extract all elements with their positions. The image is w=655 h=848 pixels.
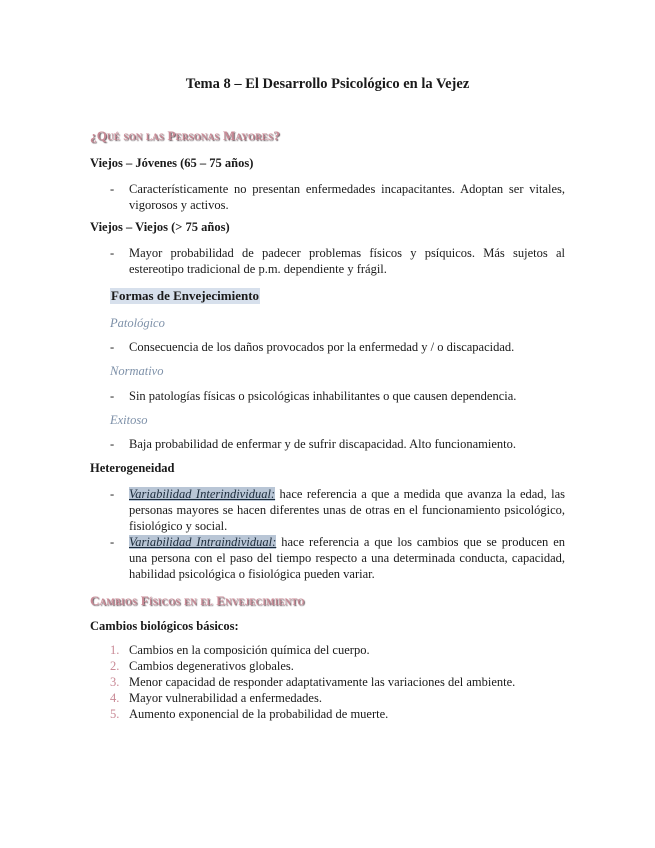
item-number: 2.: [110, 659, 120, 673]
group-label-viejos-viejos: Viejos – Viejos (> 75 años): [90, 220, 230, 234]
list-item: [110, 388, 565, 404]
highlighted-term: Variabilidad Intraindividual:: [129, 535, 277, 549]
list-item: [110, 245, 565, 277]
item-text: Cambios degenerativos globales.: [129, 659, 294, 673]
item-text: Menor capacidad de responder adaptativamente las variaciones del ambiente.: [129, 675, 516, 689]
item-number: 5.: [110, 707, 120, 721]
subheading-cambios-biologicos: Cambios biológicos básicos:: [90, 619, 239, 633]
item-text: Consecuencia de los daños provocados por la enfermedad y / o discapacidad.: [129, 340, 515, 354]
label-exitoso: Exitoso: [110, 413, 148, 427]
numbered-item: [110, 690, 570, 706]
list-item: [110, 181, 565, 213]
group-label-viejos-jovenes: Viejos – Jóvenes (65 – 75 años): [90, 156, 254, 170]
item-text: Mayor vulnerabilidad a enfermedades.: [129, 691, 322, 705]
list-item: [110, 436, 565, 452]
item-text: [129, 534, 565, 582]
highlighted-term: Variabilidad Interindividual:: [129, 487, 276, 501]
numbered-item: [110, 658, 570, 674]
item-text: Baja probabilidad de enfermar y de sufrir discapacidad. Alto funcionamiento.: [129, 437, 517, 451]
dash-bullet: -: [110, 182, 115, 196]
label-patologico: Patológico: [110, 316, 165, 330]
term-description: hace referencia a que los cambios que se producen en una persona con el paso del tiempo respecto a una determinada conducta, capacidad, habilidad psicológica o fisiológica pueden variar.: [129, 535, 566, 581]
list-item: [110, 339, 565, 355]
dash-bullet: -: [110, 437, 115, 451]
label-normativo: Normativo: [110, 364, 164, 378]
item-text: Característicamente no presentan enfermedades incapacitantes. Adoptan ser vitales, vigorosos y activos.: [129, 182, 565, 212]
group-label-heterogeneidad: Heterogeneidad: [90, 461, 175, 475]
term-description: hace referencia a que a medida que avanza la edad, las personas mayores se hacen diferentes unas de otras en el funcionamiento psicológico, fisiológico y social.: [129, 487, 565, 533]
numbered-item: [110, 706, 570, 722]
dash-bullet: -: [110, 535, 115, 549]
section-heading-cambios-fisicos: Cambios Físicos en el Envejecimiento: [90, 593, 305, 608]
item-text: Sin patologías físicas o psicológicas inhabilitantes o que causen dependencia.: [129, 389, 517, 403]
dash-bullet: -: [110, 340, 115, 354]
item-number: 4.: [110, 691, 120, 705]
section-heading-personas-mayores: ¿Qué son las Personas Mayores?: [90, 128, 281, 143]
dash-bullet: -: [110, 246, 115, 260]
item-text: [129, 486, 565, 534]
item-number: 3.: [110, 675, 120, 689]
item-text: Mayor probabilidad de padecer problemas físicos y psíquicos. Más sujetos al estereotipo tradicional de p.m. dependiente y frágil.: [129, 246, 565, 276]
list-item: [110, 486, 565, 534]
item-number: 1.: [110, 643, 120, 657]
subheading-formas-envejecimiento: Formas de Envejecimiento: [111, 288, 260, 303]
dash-bullet: -: [110, 487, 115, 501]
item-text: Cambios en la composición química del cuerpo.: [129, 643, 370, 657]
numbered-item: [110, 642, 570, 658]
page-title: Tema 8 – El Desarrollo Psicológico en la Vejez: [185, 76, 470, 92]
dash-bullet: -: [110, 389, 115, 403]
numbered-item: [110, 674, 570, 690]
item-text: Aumento exponencial de la probabilidad de muerte.: [129, 707, 389, 721]
list-item: [110, 534, 565, 582]
